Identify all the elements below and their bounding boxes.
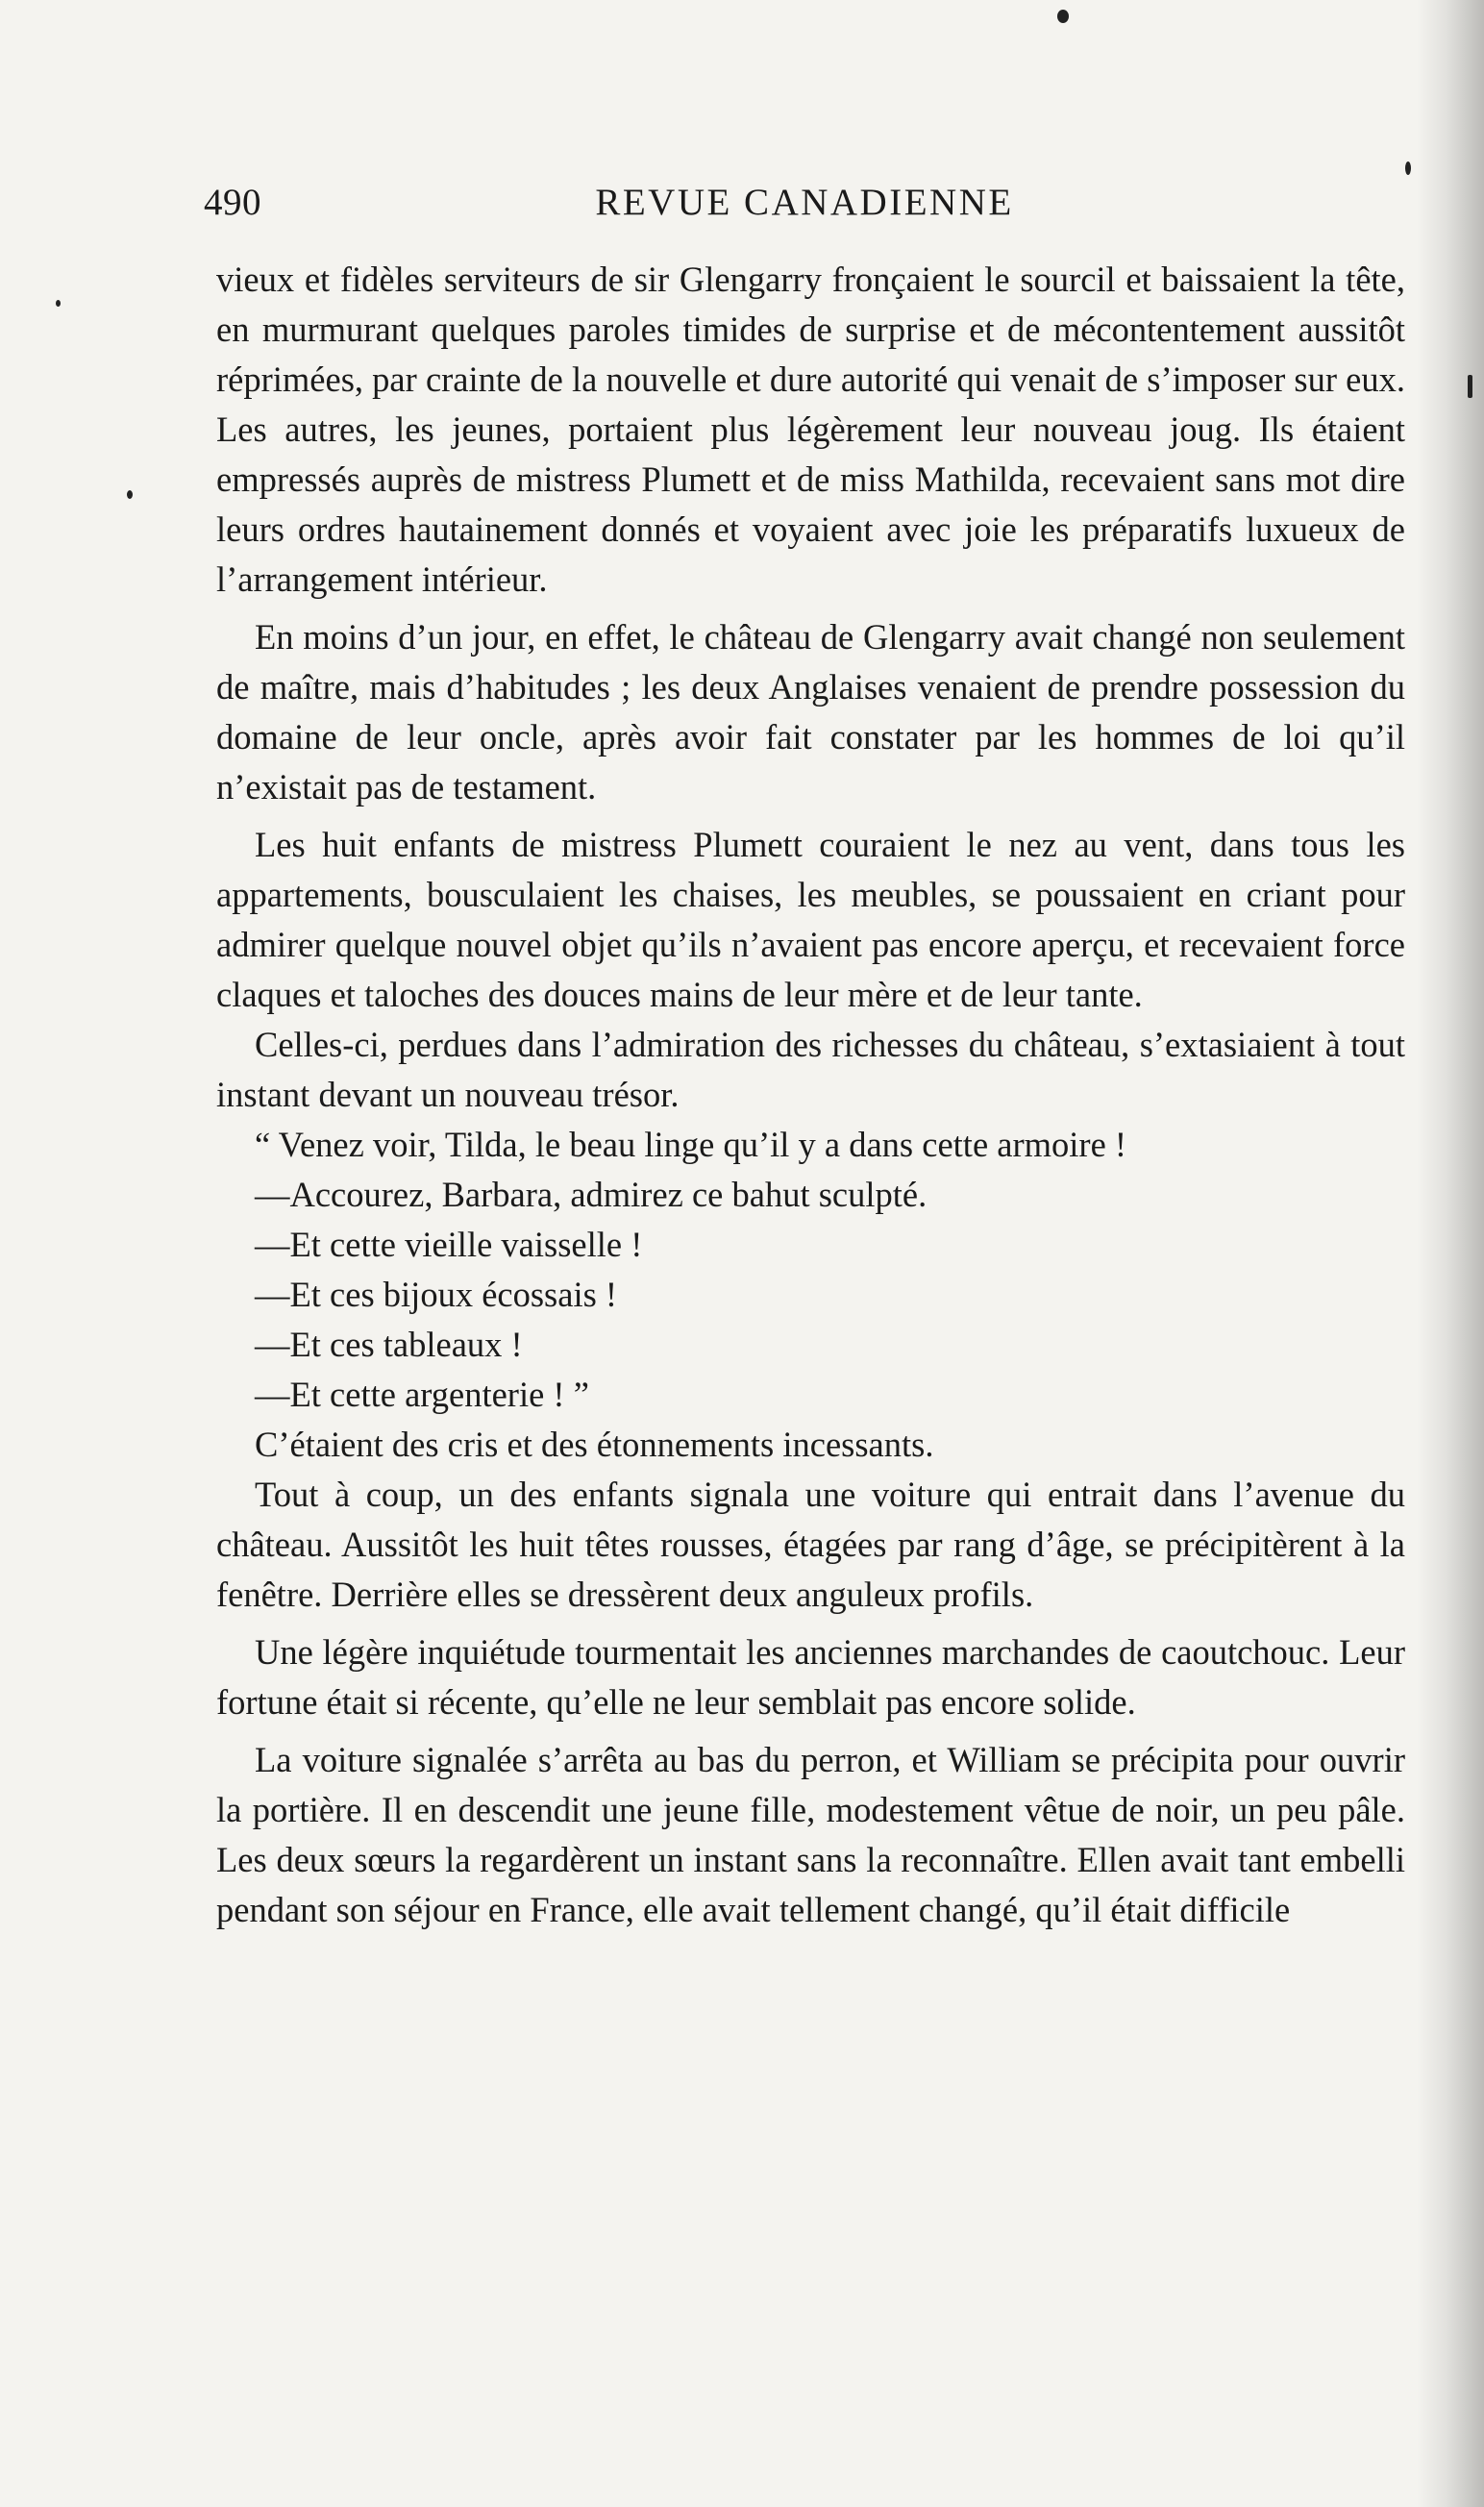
scan-speck xyxy=(1468,375,1472,398)
scan-edge-shadow xyxy=(1417,0,1484,2507)
page-number: 490 xyxy=(204,182,261,223)
scan-speck xyxy=(127,490,133,499)
dialogue-line: —Et ces tableaux ! xyxy=(255,1325,523,1364)
dialogue-line: “ Venez voir, Tilda, le beau linge qu’il y a dans cette armoire ! xyxy=(255,1125,1127,1164)
running-title: REVUE CANADIENNE xyxy=(595,182,1014,223)
paragraph: C’étaient des cris et des étonnements incessants. xyxy=(255,1425,934,1464)
paragraph: vieux et fidèles serviteurs de sir Glengarry fronçaient le sourcil et baissaient la tête, en murmurant quelques paroles timides de surprise et de mécontentement aussitôt réprimées, par crainte de la nouvelle et dure autorité qui venait de s’imposer sur eux. Les autres, les jeunes, portaient plus légèrement leur nouveau joug. Ils étaient empressés auprès de mistress Plumett et de miss Mathilda, recevaient sans mot dire leurs ordres hautainement donnés et voyaient avec joie les préparatifs luxueux de l’arrangement intérieur. xyxy=(216,260,1405,599)
dialogue-line: —Et cette vieille vaisselle ! xyxy=(255,1225,643,1264)
paragraph: Tout à coup, un des enfants signala une voiture qui entrait dans l’avenue du château. Aussitôt les huit têtes rousses, étagées par rang d’âge, se précipitèrent à la fenêtre. Derrière elles se dressèrent deux anguleux profils. xyxy=(216,1475,1405,1614)
paragraph: Une légère inquiétude tourmentait les anciennes marchandes de caoutchouc. Leur fortune était si récente, qu’elle ne leur semblait pas encore solide. xyxy=(216,1632,1405,1722)
paragraph: La voiture signalée s’arrêta au bas du perron, et William se précipita pour ouvrir la portière. Il en descendit une jeune fille, modestement vêtue de noir, un peu pâle. Les deux sœurs la regardèrent un instant sans la reconnaître. Ellen avait tant embelli pendant son séjour en France, elle avait tellement changé, qu’il était difficile xyxy=(216,1740,1405,1929)
paragraph: Celles-ci, perdues dans l’admiration des richesses du château, s’extasiaient à tout instant devant un nouveau trésor. xyxy=(216,1025,1405,1114)
running-header xyxy=(204,181,1405,229)
dialogue-line: —Et cette argenterie ! ” xyxy=(255,1375,589,1414)
paragraph: Les huit enfants de mistress Plumett couraient le nez au vent, dans tous les appartements, bousculaient les chaises, les meubles, se poussaient en criant pour admirer quelque nouvel objet qu’ils n’avaient pas encore aperçu, et recevaient force claques et taloches des douces mains de leur mère et de leur tante. xyxy=(216,825,1405,1014)
dialogue-line: —Et ces bijoux écossais ! xyxy=(255,1275,618,1314)
scan-speck xyxy=(1057,10,1069,23)
scan-speck xyxy=(56,300,61,307)
body-text xyxy=(216,255,1405,1935)
paragraph: En moins d’un jour, en effet, le château de Glengarry avait changé non seulement de maître, mais d’habitudes ; les deux Anglaises venaient de prendre possession du domaine de leur oncle, après avoir fait constater par les hommes de loi qu’il n’existait pas de testament. xyxy=(216,617,1405,807)
scan-speck xyxy=(1405,161,1411,175)
dialogue-line: —Accourez, Barbara, admirez ce bahut sculpté. xyxy=(255,1175,928,1214)
